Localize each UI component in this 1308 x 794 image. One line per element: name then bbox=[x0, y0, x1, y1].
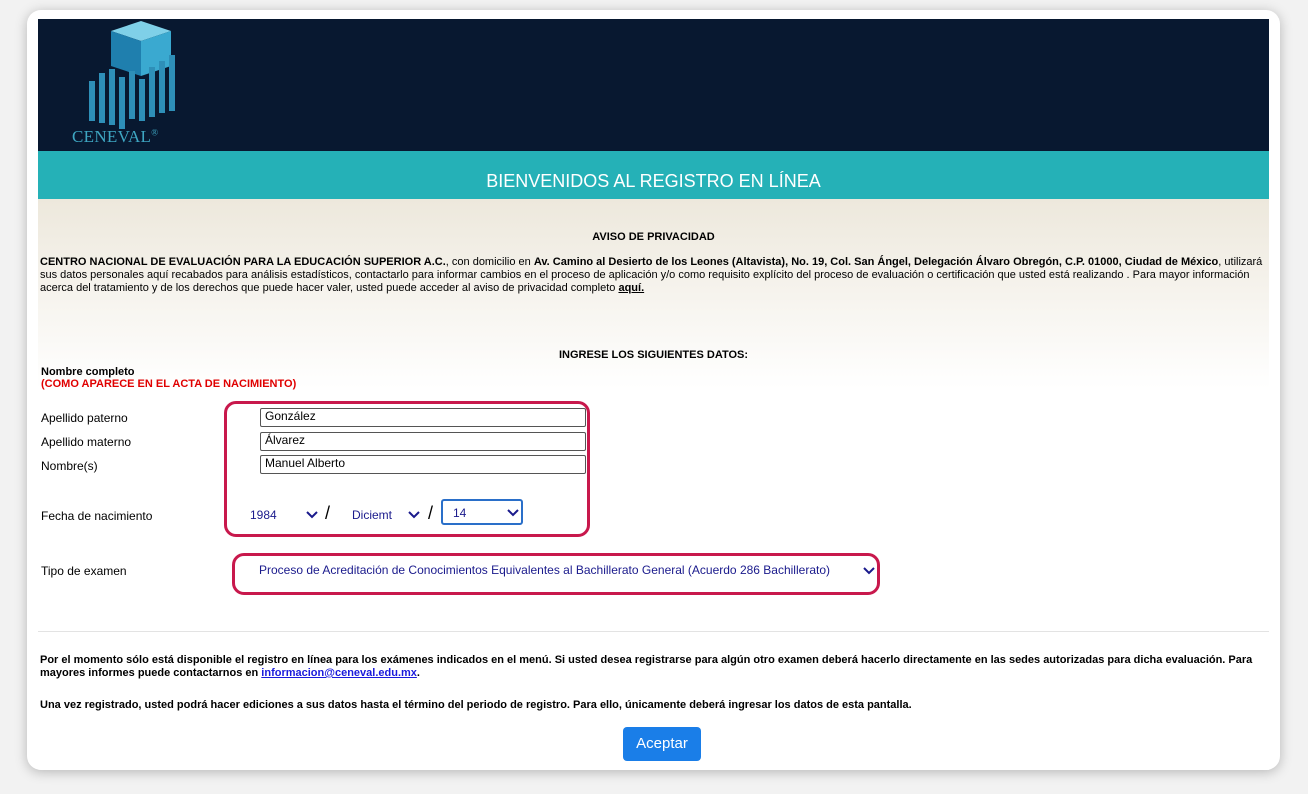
logo-text: CENEVAL® bbox=[72, 127, 159, 146]
exam-type-label: Tipo de examen bbox=[41, 564, 127, 578]
form-content bbox=[38, 199, 1269, 770]
birth-day-value: 14 bbox=[453, 506, 467, 520]
header bbox=[38, 19, 1269, 151]
materno-label: Apellido materno bbox=[41, 435, 132, 449]
nombre-input[interactable]: Manuel Alberto bbox=[260, 455, 586, 474]
banner-title: BIENVENIDOS AL REGISTRO EN LÍNEA bbox=[486, 171, 821, 191]
date-separator: / bbox=[325, 503, 331, 523]
exam-type-highlight bbox=[232, 553, 880, 595]
birth-year-value: 1984 bbox=[250, 508, 277, 522]
page-card bbox=[27, 10, 1280, 770]
nombre-label: Nombre(s) bbox=[41, 459, 98, 473]
privacy-title: AVISO DE PRIVACIDAD bbox=[592, 231, 715, 243]
accept-button[interactable]: Aceptar bbox=[623, 727, 701, 761]
paterno-input[interactable]: González bbox=[260, 408, 586, 427]
privacy-text: CENTRO NACIONAL DE EVALUACIÓN PARA LA EDUCACIÓN SUPERIOR A.C., con domicilio en Av. Camino al Desierto de los Leones (Altavista), No. 19, Col. San Ángel, Delegación Álvaro Obregón, C.P. 01000, Ciudad de México, utilizará sus datos personales aquí recabados para análisis estadísticos, contactarlo para informar cambios en el proceso de aplicación y/o como requisito explícito del proceso de evaluación o certificación que usted está realizando . Para mayor información acerca del tratamiento y de los derechos que puede hacer valer, usted puede acceder al aviso de privacidad completo aquí. bbox=[40, 256, 1263, 294]
data-section-title: INGRESE LOS SIGUIENTES DATOS: bbox=[558, 349, 749, 361]
name-date-highlight bbox=[224, 401, 590, 537]
paterno-label: Apellido paterno bbox=[41, 411, 128, 425]
exam-type-value: Proceso de Acreditación de Conocimientos Equivalentes al Bachillerato General (Acuerdo 286 Bachillerato) bbox=[259, 563, 830, 577]
divider bbox=[38, 631, 1269, 632]
privacy-link[interactable]: aquí. bbox=[618, 282, 645, 294]
birthdate-label: Fecha de nacimiento bbox=[41, 509, 153, 523]
availability-note: Por el momento sólo está disponible el registro en línea para los exámenes indicados en el menú. Si usted desea registrarse para algún otro examen deberá hacerlo directamente en las sedes autorizadas para dicha evaluación. Para mayores informes puede contactarnos en informacion@ceneval.edu.mx. bbox=[40, 654, 1253, 679]
edit-note: Una vez registrado, usted podrá hacer ediciones a sus datos hasta el término del periodo de registro. Para ello, únicamente deberá ingresar los datos de esta pantalla. bbox=[40, 699, 912, 711]
date-separator: / bbox=[428, 503, 434, 523]
full-name-label: Nombre completo bbox=[41, 366, 135, 378]
birth-month-value: Diciemt bbox=[352, 508, 393, 522]
welcome-banner bbox=[38, 151, 1269, 199]
full-name-note: (COMO APARECE EN EL ACTA DE NACIMIENTO) bbox=[41, 378, 297, 390]
materno-input[interactable]: Álvarez bbox=[260, 432, 586, 451]
contact-email-link[interactable]: informacion@ceneval.edu.mx bbox=[261, 667, 417, 679]
